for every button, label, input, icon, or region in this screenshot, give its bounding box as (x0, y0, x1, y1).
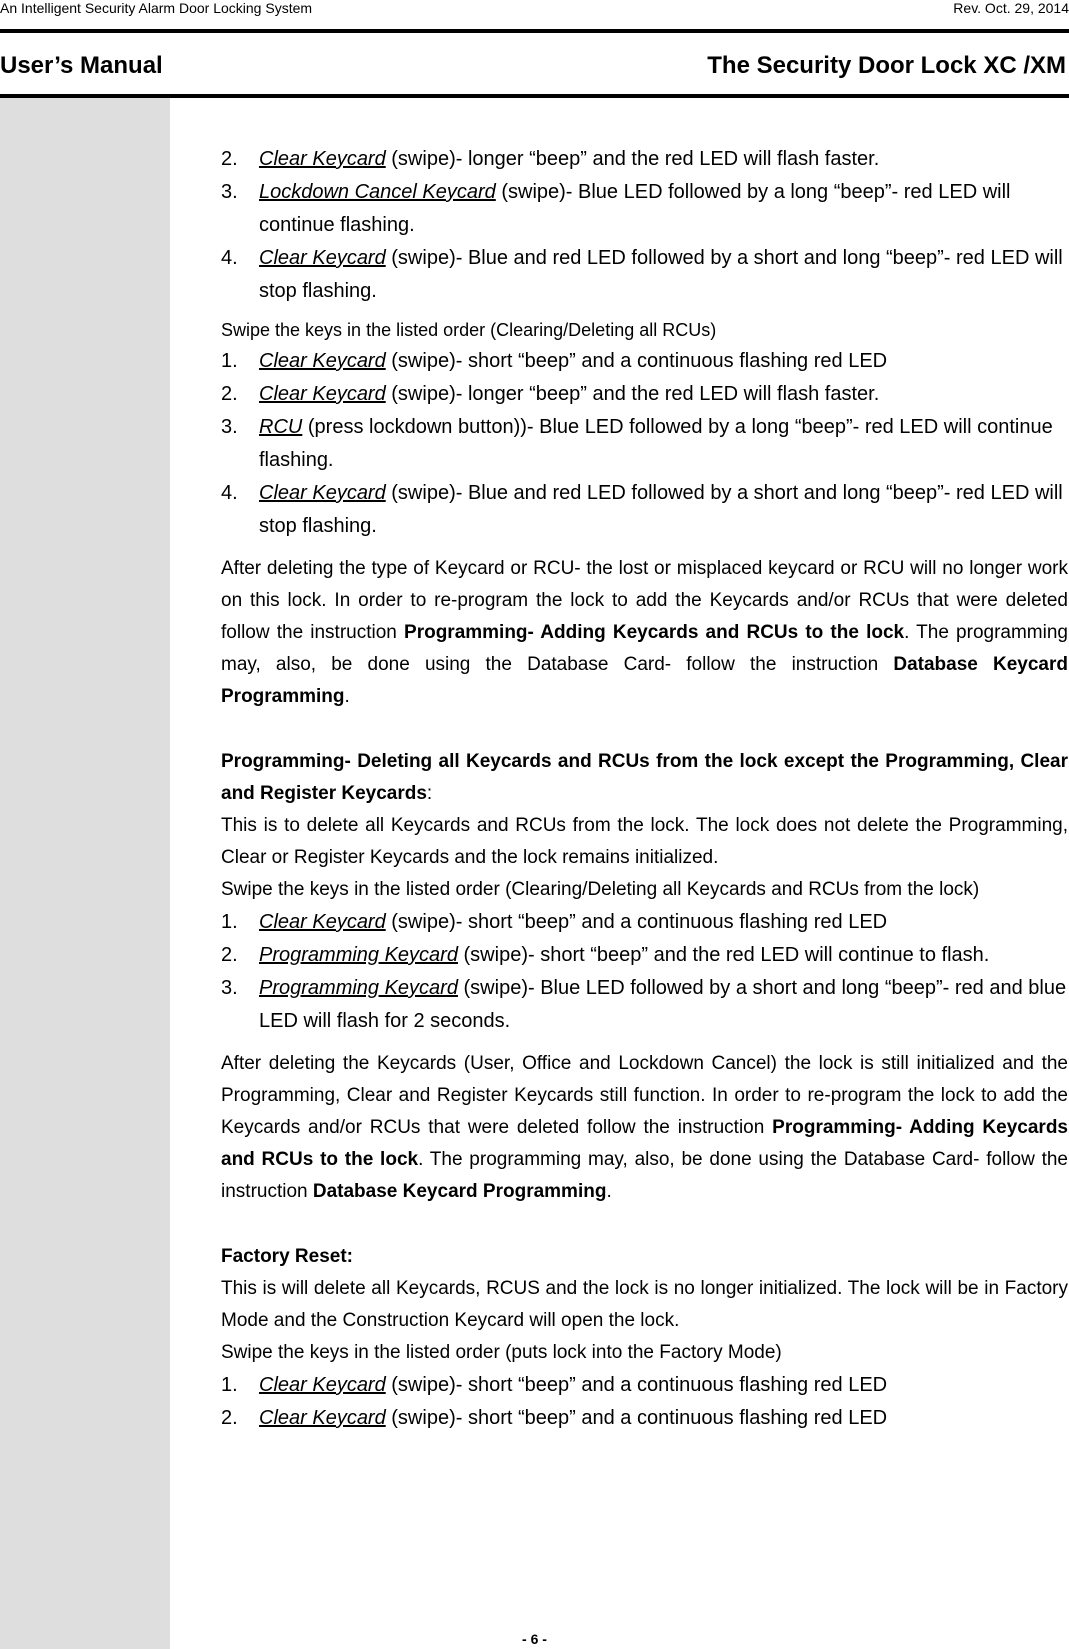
section-intro: Swipe the keys in the listed order (puts lock into the Factory Mode) (221, 1342, 782, 1363)
list-item: 2. Clear Keycard (swipe)- longer “beep” and the red LED will flash faster. (221, 148, 880, 170)
list-item: 1. Clear Keycard (swipe)- short “beep” and a continuous flashing red LED (221, 911, 888, 933)
list-factory-reset (221, 1369, 1068, 1435)
list-delete-rcus (221, 345, 1068, 543)
after-delete-all-paragraph: After deleting the Keycards (User, Office and Lockdown Cancel) the lock is still initialized and the Programming, Clear and Register Keycards still function. In order to re-program the lock to add the Keycards and/or RCUs that were deleted follow the instruction Programming- Adding Keycards and RCUs to the lock. The programming may, also, be done using the Database Card- follow the instruction Database Keycard Programming. (221, 1053, 1068, 1202)
keycard-name: Clear Keycard (259, 1374, 386, 1396)
keycard-name: Clear Keycard (259, 1407, 386, 1429)
list-item: 2. Clear Keycard (swipe)- short “beep” and a continuous flashing red LED (221, 1407, 888, 1429)
keycard-name: RCU (259, 416, 303, 438)
list-item: 4. Clear Keycard (swipe)- Blue and red LED followed by a short and long “beep”- red LED will stop flashing. (221, 482, 1063, 537)
list-item: 3. Programming Keycard (swipe)- Blue LED followed by a short and long “beep”- red and blue LED will flash for 2 seconds. (221, 977, 1067, 1032)
instruction-reference: Programming- Adding Keycards and RCUs to the lock (404, 622, 905, 643)
running-header (0, 0, 1069, 20)
instruction-reference: Database Keycard Programming (221, 654, 1068, 707)
keycard-name: Clear Keycard (259, 148, 386, 170)
list-item: 2. Clear Keycard (swipe)- longer “beep” and the red LED will flash faster. (221, 383, 880, 405)
list-item: 3. Lockdown Cancel Keycard (swipe)- Blue LED followed by a long “beep”- red LED will continue flashing. (221, 181, 1011, 236)
page-number: - 6 - (522, 1631, 547, 1647)
list-delete-all (221, 906, 1068, 1038)
keycard-name: Clear Keycard (259, 350, 386, 372)
section-header-rule (0, 94, 1069, 98)
section-description: This is to delete all Keycards and RCUs from the lock. The lock does not delete the Programming, Clear or Register Keycards and the lock remains initialized. (221, 815, 1068, 868)
section-intro: Swipe the keys in the listed order (Clearing/Deleting all Keycards and RCUs from the lock) (221, 879, 980, 900)
list-item: 1. Clear Keycard (swipe)- short “beep” and a continuous flashing red LED (221, 1374, 888, 1396)
left-margin-band (0, 97, 170, 1649)
page-content (221, 143, 1068, 1435)
section-description: This is will delete all Keycards, RCUS and the lock is no longer initialized. The lock will be in Factory Mode and the Construction Keycard will open the lock. (221, 1278, 1068, 1331)
list-item: 2. Programming Keycard (swipe)- short “beep” and the red LED will continue to flash. (221, 944, 990, 966)
product-title: The Security Door Lock XC /XM (707, 52, 1066, 79)
keycard-name: Clear Keycard (259, 482, 386, 504)
list-clear-lockdown (221, 143, 1068, 308)
document-title: An Intelligent Security Alarm Door Locking System (0, 0, 313, 16)
instruction-reference: Programming- Adding Keycards and RCUs to the lock (221, 1117, 1068, 1170)
after-delete-paragraph: After deleting the type of Keycard or RCU- the lost or misplaced keycard or RCU will no longer work on this lock. In order to re-program the lock to add the Keycards and/or RCUs that were deleted follow the instruction Programming- Adding Keycards and RCUs to the lock. The programming may, also, be done using the Database Card- follow the instruction Database Keycard Programming. (221, 558, 1068, 707)
section-heading-factory-reset: Factory Reset: (221, 1246, 353, 1267)
header-rule (0, 29, 1069, 33)
keycard-name: Clear Keycard (259, 911, 386, 933)
list-item: 4. Clear Keycard (swipe)- Blue and red LED followed by a short and long “beep”- red LED will stop flashing. (221, 247, 1063, 302)
keycard-name: Lockdown Cancel Keycard (259, 181, 496, 203)
section-heading-delete-all: Programming- Deleting all Keycards and RCUs from the lock except the Programming, Clear and Register Keycards: (221, 751, 1068, 804)
keycard-name: Programming Keycard (259, 944, 458, 966)
manual-title: User’s Manual (0, 52, 163, 79)
list-item: 1. Clear Keycard (swipe)- short “beep” and a continuous flashing red LED (221, 350, 888, 372)
keycard-name: Programming Keycard (259, 977, 458, 999)
keycard-name: Clear Keycard (259, 247, 386, 269)
instruction-reference: Database Keycard Programming (312, 1181, 607, 1202)
list-item: 3. RCU (press lockdown button))- Blue LED followed by a long “beep”- red LED will continue flashing. (221, 416, 1053, 471)
keycard-name: Clear Keycard (259, 383, 386, 405)
revision-date: Rev. Oct. 29, 2014 (953, 0, 1069, 16)
rcu-delete-intro: Swipe the keys in the listed order (Clearing/Deleting all RCUs) (221, 320, 717, 340)
